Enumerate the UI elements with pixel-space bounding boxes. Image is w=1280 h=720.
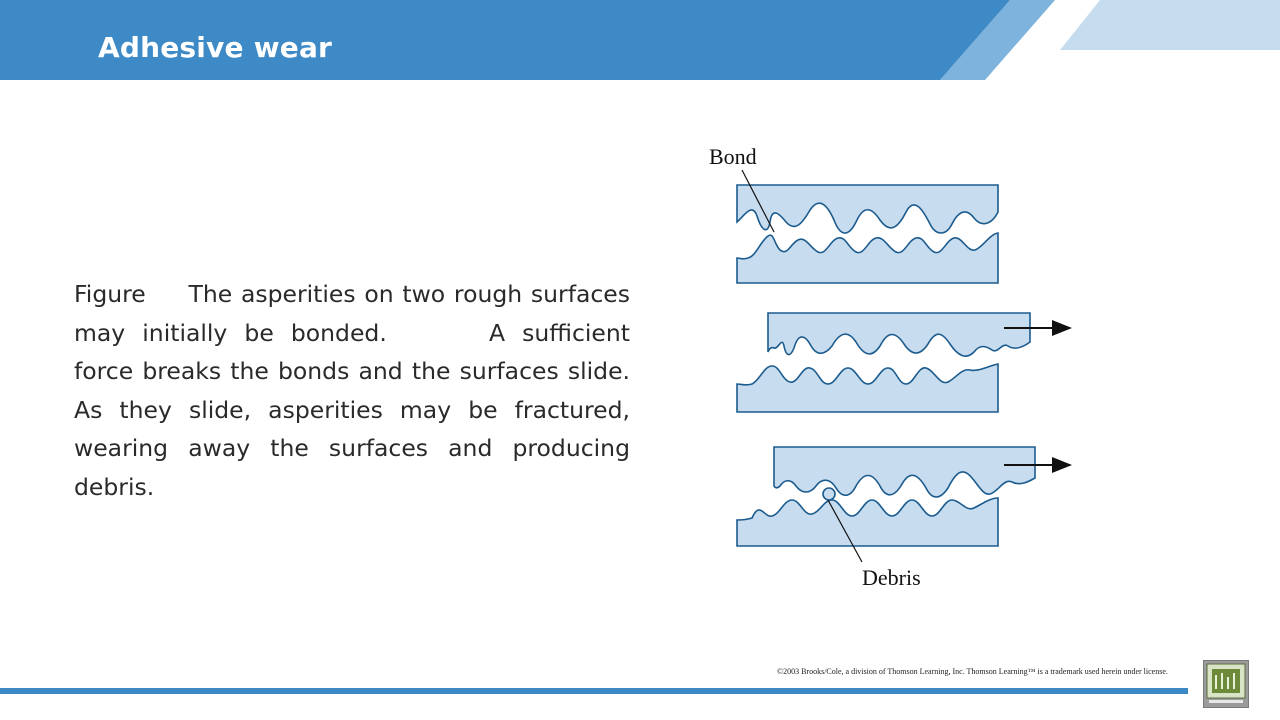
stage3-upper-block	[774, 447, 1035, 497]
debris-leader-line	[828, 500, 862, 562]
copyright-notice: ©2003 Brooks/Cole, a division of Thomson Learning, Inc. Thomson Learning™ is a trademark used herein under license.	[777, 667, 1168, 676]
stage2-lower-block	[737, 364, 998, 412]
header-pale-stripe	[1060, 0, 1280, 50]
stage1-lower-block	[737, 233, 998, 283]
figure-caption	[74, 275, 630, 506]
stage1-upper-block	[737, 185, 998, 233]
bond-leader-line	[742, 170, 774, 232]
caption-part-1: The asperities on two rough surfaces may initially be bonded.	[74, 280, 630, 347]
debris-label: Debris	[862, 565, 921, 590]
university-logo-icon	[1203, 660, 1249, 708]
stage2-upper-block	[768, 313, 1030, 356]
slide-title: Adhesive wear	[98, 31, 333, 64]
bottom-rule	[0, 688, 1188, 694]
caption-part-2: A sufficient force breaks the bonds and the surfaces slide. As they slide, asperities may be fractured, wearing away the surfaces and producing debris.	[74, 318, 630, 501]
bond-label: Bond	[709, 144, 757, 169]
stage3-lower-block	[737, 498, 998, 546]
debris-particle	[823, 488, 835, 500]
caption-figure-word: Figure	[74, 280, 146, 308]
logo-emblem	[1204, 661, 1248, 707]
